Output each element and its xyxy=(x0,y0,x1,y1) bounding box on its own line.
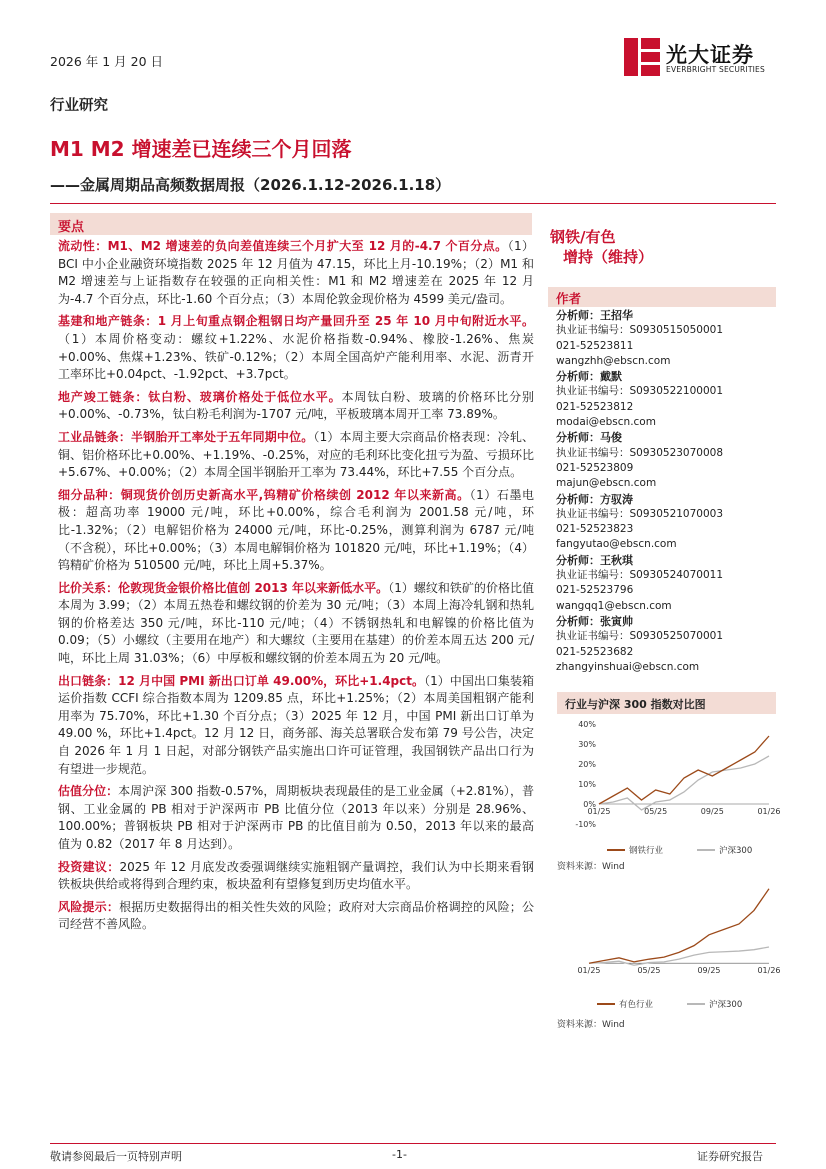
paragraph-text: （1）石墨电极：超高功率 19000 元/吨，环比+0.00%，综合毛利润为 2001.58 元/吨，环比-1.32%；（2）电解铝价格为 24000 元/吨，环比-0.25%，测算利润为 6787 元/吨（不含税），环比+0.00%；（3）本周电解铜价格为 101820 元/吨，环比+1.19%；（4）钨精矿价格为 510500 元/吨，环比上周+5.37%。 xyxy=(58,487,534,573)
rating-label: 增持（维持） xyxy=(563,248,654,266)
paragraph-text: （1）本周价格变动：螺纹+1.22%、水泥价格指数-0.94%、橡胶-1.26%、焦炭+0.00%、焦煤+1.23%、铁矿-0.12%；（2）本周全国高炉产能利用率、水泥、沥青开工率环比+0.04pct、-1.92pct、+3.7pct。 xyxy=(58,331,534,382)
author-name: 分析师：方驭涛 xyxy=(556,492,633,506)
author-cert: 执业证书编号：S0930525070001 xyxy=(556,630,724,643)
paragraph-heading: 基建和地产链条：1 月上旬重点钢企粗钢日均产量回升至 25 年 10 月中旬附近水平。 xyxy=(58,314,534,329)
report-subtitle: ——金属周期品高频数据周报（2026.1.12-2026.1.18） xyxy=(50,176,451,194)
x-tick-label: 01/25 xyxy=(577,966,601,976)
x-tick-label: 09/25 xyxy=(700,807,724,816)
paragraph-heading: 细分品种：铜现货价创历史新高水平,钨精矿价格续创 2012 年以来新高。 xyxy=(58,487,470,502)
series-line-1 xyxy=(589,947,769,965)
author-name: 分析师：王招华 xyxy=(556,309,633,322)
paragraph-price-ratio xyxy=(58,580,534,668)
author-name: 分析师：张寅帅 xyxy=(556,614,633,628)
legend-label: 有色行业 xyxy=(619,1000,654,1010)
author-phone: 021-52523823 xyxy=(556,523,634,536)
author-entry xyxy=(556,369,776,430)
paragraph-infrastructure xyxy=(58,313,534,383)
footer-divider xyxy=(50,1143,776,1144)
paragraph-heading: 比价关系：伦敦现货金银价格比值创 2013 年以来新低水平。 xyxy=(58,580,389,595)
x-tick-label: 01/26 xyxy=(757,807,781,816)
paragraph-text: （1）BCI 中小企业融资环境指数 2025 年 12 月值为 47.15，环比上月-10.19%；（2）M1 和 M2 增速差与上证指数存在较强的正向相关性：M1 和 M2 增速差在 2025 年 12 月为-4.7 个百分点，环比-1.60 个百分点；（3）本周伦敦金现价格为 4599 美元/盎司。 xyxy=(58,239,535,306)
author-phone: 021-52523682 xyxy=(556,645,634,658)
chart-section-header xyxy=(557,692,776,714)
footer-report-type: 证券研究报告 xyxy=(697,1150,763,1163)
paragraph-text: （1）本周主要大宗商品价格表现：冷轧、铜、铝价格环比+0.00%、+1.19%、-0.25%，对应的毛利环比变化扭亏为盈、亏损环比+5.67%、+0.00%；（2）本周全国半钢胎开工率为 73.44%，环比+7.55 个百分点。 xyxy=(58,429,534,480)
brand-logo xyxy=(624,38,776,78)
chart2-source: 资料来源：Wind xyxy=(557,1020,625,1030)
key-points-label: 要点 xyxy=(58,220,85,235)
author-email[interactable]: fangyutao@ebscn.com xyxy=(556,538,677,551)
author-phone: 021-52523796 xyxy=(556,584,634,597)
y-tick-label: 10% xyxy=(578,780,596,789)
paragraph-heading: 出口链条：12 月中国 PMI 新出口订单 49.00%，环比+1.4pct。 xyxy=(58,673,425,688)
series-line-0 xyxy=(599,736,769,804)
footer-disclaimer: 敬请参阅最后一页特别声明 xyxy=(50,1150,182,1163)
report-date: 2026 年 1 月 20 日 xyxy=(50,54,164,69)
paragraph-risk xyxy=(58,899,534,934)
chart-section-label: 行业与沪深 300 指数对比图 xyxy=(565,698,706,711)
author-cert: 执业证书编号：S0930521070003 xyxy=(556,507,724,520)
paragraph-export xyxy=(58,673,534,779)
y-tick-label: -10% xyxy=(575,820,596,829)
author-email[interactable]: wangzhh@ebscn.com xyxy=(556,354,671,367)
author-phone: 021-52523809 xyxy=(556,461,634,474)
series-line-0 xyxy=(589,889,769,963)
paragraph-heading: 工业品链条：半钢胎开工率处于五年同期中位。 xyxy=(58,429,314,444)
paragraph-text: （1）中国出口集装箱运价指数 CCFI 综合指数本周为 1209.85 点，环比+1.25%；（2）本周美国粗钢产能利用率为 75.70%，环比+1.30 个百分点；（3）2025 年 12 月，中国 PMI 新出口订单为 49.00 %，环比+1.4pct。12 月 12 日，商务部、海关总署联合发布第 79 号公告，决定自 2026 年 1 月 1 日起，对部分钢铁产品实施出口许可证管理，我国钢铁产品出口行为有望进一步规范。 xyxy=(58,673,534,776)
report-title: M1 M2 增速差已连续三个月回落 xyxy=(50,137,352,161)
y-tick-label: 20% xyxy=(578,760,596,769)
authors-list xyxy=(556,308,776,675)
sector-label: 钢铁/有色 xyxy=(550,228,616,246)
x-tick-label: 05/25 xyxy=(637,966,661,976)
author-email[interactable]: majun@ebscn.com xyxy=(556,477,657,490)
header-divider xyxy=(50,203,776,204)
author-entry xyxy=(556,614,776,675)
series-line-1 xyxy=(599,756,769,810)
authors-label: 作者 xyxy=(556,291,582,306)
author-cert: 执业证书编号：S0930523070008 xyxy=(556,446,724,459)
paragraph-liquidity xyxy=(58,238,534,308)
chart1-source: 资料来源：Wind xyxy=(557,862,625,872)
author-entry xyxy=(556,492,776,553)
author-name: 分析师：马俊 xyxy=(556,431,622,445)
x-tick-label: 09/25 xyxy=(697,966,721,976)
x-tick-label: 01/26 xyxy=(757,966,781,976)
paragraph-heading: 投资建议： xyxy=(58,859,120,874)
paragraph-text: 本周钛白粉、玻璃的价格环比分别+0.00%、-0.73%，钛白粉毛利润为-1707 元/吨，平板玻璃本周开工率 73.89%。 xyxy=(58,389,534,422)
paragraph-industrial xyxy=(58,429,534,482)
paragraph-text: 根据历史数据得出的相关性失效的风险；政府对大宗商品价格调控的风险；公司经营不善风险。 xyxy=(58,899,534,932)
author-cert: 执业证书编号：S0930524070011 xyxy=(556,569,724,582)
nonferrous-vs-csi300-chart xyxy=(557,876,781,1016)
logo-chinese-name: 光大证券 xyxy=(666,43,754,67)
author-cert: 执业证书编号：S0930522100001 xyxy=(556,385,724,398)
author-entry xyxy=(556,430,776,491)
x-tick-label: 05/25 xyxy=(644,807,668,816)
paragraph-text: （1）螺纹和铁矿的价格比值本周为 3.99；（2）本周五热卷和螺纹钢的价差为 30 元/吨；（3）本周上海冷轧钢和热轧钢的价格差达 350 元/吨，环比-110 元/吨；（4）不锈钢热轧和电解镍的价格比值为 0.09；（5）小螺纹（主要用在地产）和大螺纹（主要用在基建）的价差本周五达 200 元/吨，环比上周 31.03%；（6）中厚板和螺纹钢的价差本周五为 20 元/吨。 xyxy=(58,580,534,666)
y-tick-label: 0% xyxy=(583,800,596,809)
legend-label: 沪深300 xyxy=(709,1000,743,1010)
key-points-header xyxy=(50,213,532,235)
y-tick-label: 40% xyxy=(578,720,596,729)
steel-vs-csi300-chart xyxy=(557,716,781,866)
paragraph-text: 本周沪深 300 指数-0.57%，周期板块表现最佳的是工业金属（+2.81%），普钢、工业金属的 PB 相对于沪深两市 PB 比值分位（2013 年以来）分别是 28.96%、100.00%；普钢板块 PB 相对于沪深两市 PB 的比值目前为 0.50，2013 年以来的最高值为 0.82（2017 年 8 月达到）。 xyxy=(58,784,534,851)
legend-label: 沪深300 xyxy=(719,846,753,856)
paragraph-subsectors xyxy=(58,487,534,575)
key-points-body xyxy=(58,238,534,939)
author-name: 分析师：王秋琪 xyxy=(556,553,633,567)
authors-header xyxy=(548,287,776,307)
logo-mark-icon xyxy=(624,38,660,76)
paragraph-heading: 估值分位： xyxy=(58,784,119,799)
author-entry xyxy=(556,308,776,369)
author-email[interactable]: zhangyinshuai@ebscn.com xyxy=(556,660,700,673)
paragraph-heading: 流动性：M1、M2 增速差的负向差值连续三个月扩大至 12 月的-4.7 个百分点。 xyxy=(58,239,508,253)
author-phone: 021-52523812 xyxy=(556,400,634,413)
y-tick-label: 30% xyxy=(578,740,596,749)
author-cert: 执业证书编号：S0930515050001 xyxy=(556,324,724,337)
legend-label: 钢铁行业 xyxy=(629,846,664,856)
paragraph-text: 2025 年 12 月底发改委强调继续实施粗钢产量调控，我们认为中长期来看钢铁板块供给或将得到合理约束，板块盈利有望修复到历史均值水平。 xyxy=(58,859,534,892)
paragraph-heading: 地产竣工链条：钛白粉、玻璃价格处于低位水平。 xyxy=(58,389,342,404)
report-category: 行业研究 xyxy=(50,98,108,114)
author-email[interactable]: wangqq1@ebscn.com xyxy=(556,599,672,612)
author-entry xyxy=(556,553,776,614)
paragraph-completion xyxy=(58,389,534,424)
paragraph-valuation xyxy=(58,783,534,853)
author-email[interactable]: modai@ebscn.com xyxy=(556,416,656,429)
page-number: -1- xyxy=(392,1148,407,1161)
x-tick-label: 01/25 xyxy=(587,807,611,816)
paragraph-heading: 风险提示： xyxy=(58,899,120,914)
paragraph-investment xyxy=(58,859,534,894)
author-phone: 021-52523811 xyxy=(556,339,634,352)
author-name: 分析师：戴默 xyxy=(556,370,622,384)
logo-english-name: EVERBRIGHT SECURITIES xyxy=(666,65,765,74)
